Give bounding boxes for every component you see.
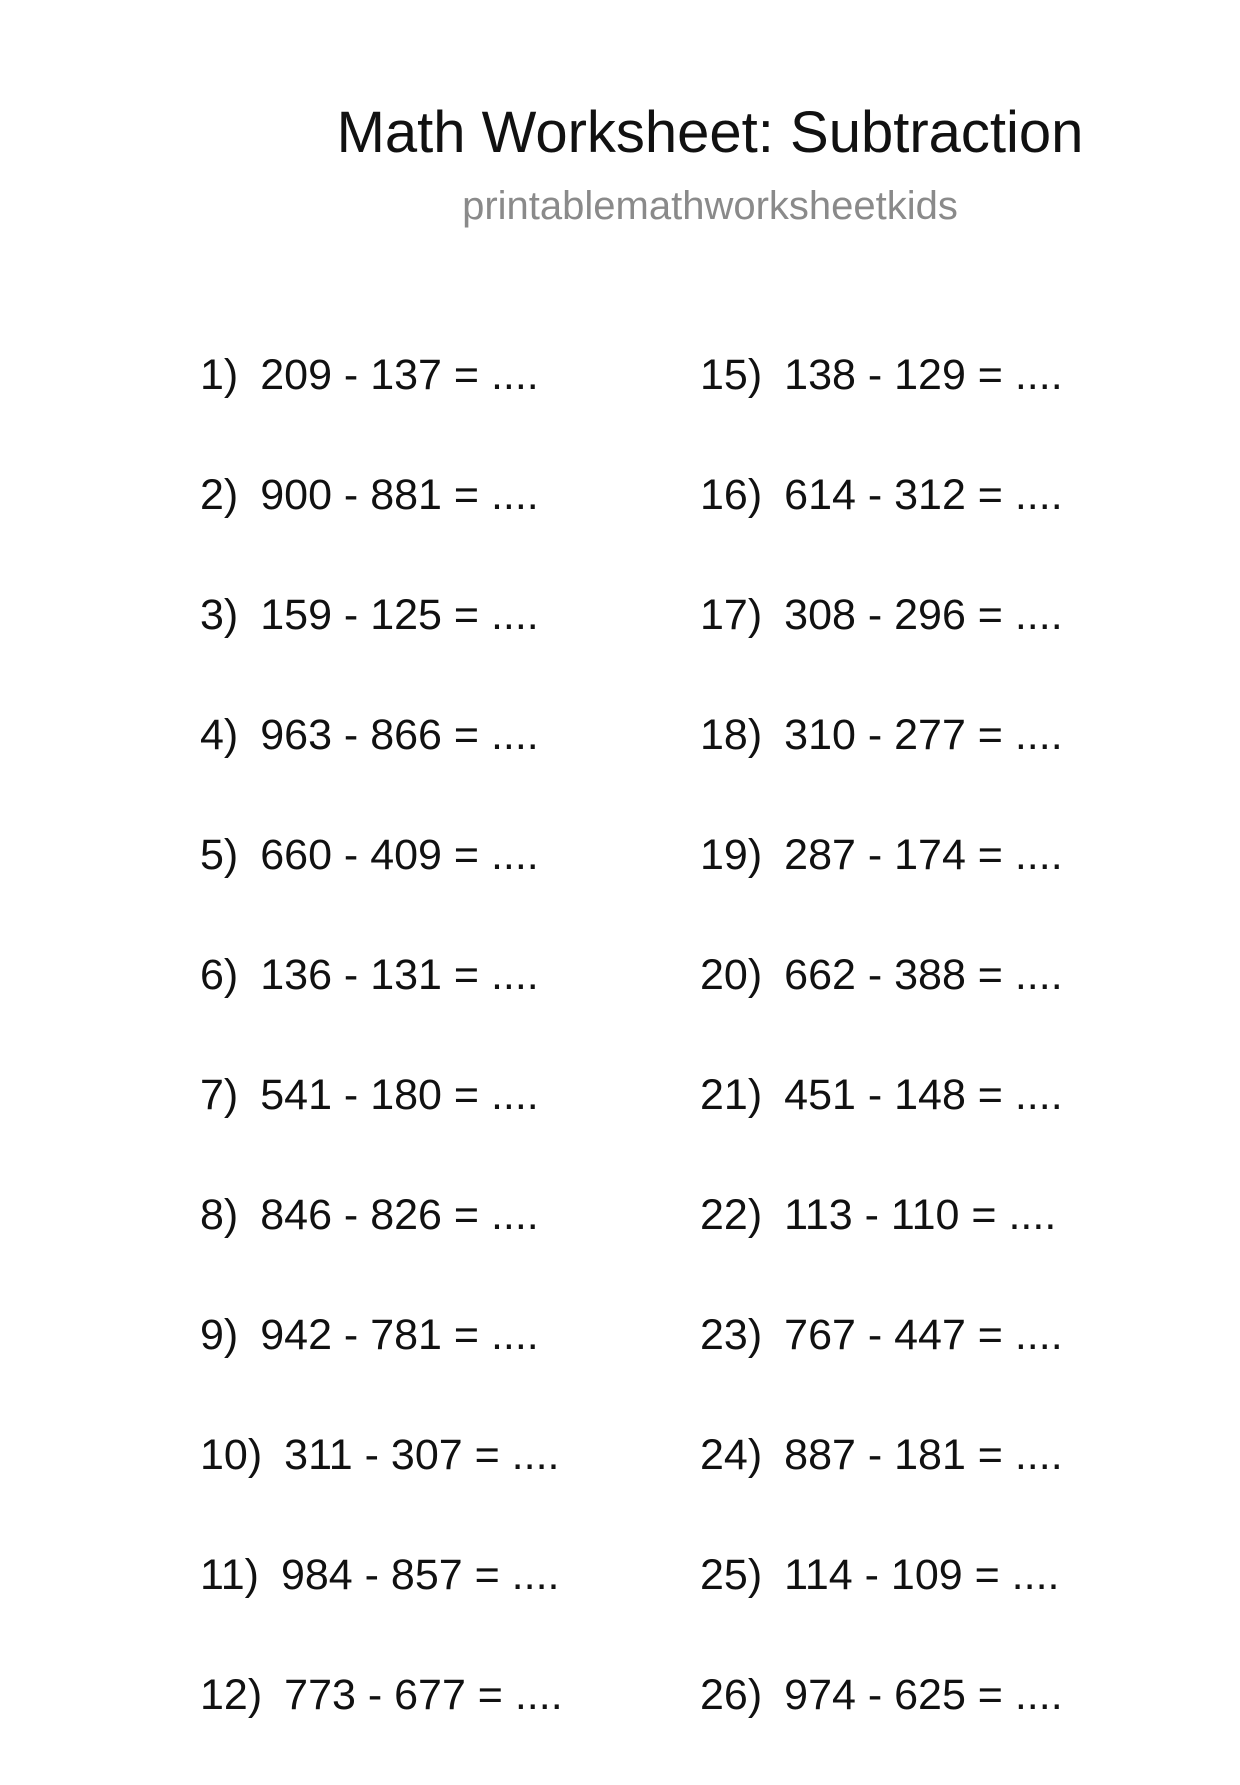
problem-number: 15) (700, 351, 763, 399)
problem-20 (700, 945, 1063, 1065)
problem-number: 11) (200, 1551, 259, 1599)
problem-column-right (700, 345, 1063, 1785)
problem-expression: 138 - 129 = .... (784, 351, 1063, 399)
problem-number: 10) (200, 1431, 263, 1479)
problem-expression: 114 - 109 = .... (784, 1551, 1060, 1599)
problem-expression: 541 - 180 = .... (260, 1071, 539, 1119)
problem-23 (700, 1305, 1063, 1425)
problem-expression: 942 - 781 = .... (260, 1311, 539, 1359)
problem-number: 20) (700, 951, 763, 999)
problem-number: 12) (200, 1671, 263, 1719)
problem-9 (200, 1305, 563, 1425)
problem-expression: 136 - 131 = .... (260, 951, 539, 999)
problem-expression: 311 - 307 = .... (284, 1431, 560, 1479)
problem-number: 24) (700, 1431, 763, 1479)
problem-number: 16) (700, 471, 763, 519)
problem-17 (700, 585, 1063, 705)
problem-column-left (200, 345, 563, 1785)
problem-7 (200, 1065, 563, 1185)
problem-number: 5) (200, 831, 239, 879)
problem-number: 4) (200, 711, 239, 759)
problem-19 (700, 825, 1063, 945)
problem-expression: 974 - 625 = .... (784, 1671, 1063, 1719)
problem-number: 25) (700, 1551, 763, 1599)
problem-5 (200, 825, 563, 945)
problem-expression: 308 - 296 = .... (784, 591, 1063, 639)
problem-number: 9) (200, 1311, 239, 1359)
problem-2 (200, 465, 563, 585)
problem-10 (200, 1425, 563, 1545)
problem-number: 8) (200, 1191, 239, 1239)
problem-12 (200, 1665, 563, 1785)
problem-expression: 984 - 857 = .... (280, 1551, 560, 1599)
problem-24 (700, 1425, 1063, 1545)
problem-expression: 767 - 447 = .... (784, 1311, 1063, 1359)
problem-number: 26) (700, 1671, 763, 1719)
problem-expression: 900 - 881 = .... (260, 471, 539, 519)
problem-expression: 614 - 312 = .... (784, 471, 1063, 519)
problem-21 (700, 1065, 1063, 1185)
problem-22 (700, 1185, 1063, 1305)
problem-number: 3) (200, 591, 239, 639)
problem-expression: 113 - 110 = .... (784, 1191, 1057, 1239)
problem-number: 23) (700, 1311, 763, 1359)
problem-number: 6) (200, 951, 239, 999)
problem-number: 18) (700, 711, 763, 759)
problem-11 (200, 1545, 563, 1665)
problem-18 (700, 705, 1063, 825)
problem-expression: 451 - 148 = .... (784, 1071, 1063, 1119)
problem-16 (700, 465, 1063, 585)
site-name: printablemathworksheetkids (462, 184, 958, 228)
problem-expression: 310 - 277 = .... (784, 711, 1063, 759)
problem-expression: 662 - 388 = .... (784, 951, 1063, 999)
problem-expression: 887 - 181 = .... (784, 1431, 1063, 1479)
problem-expression: 773 - 677 = .... (284, 1671, 563, 1719)
problem-1 (200, 345, 563, 465)
problem-number: 19) (700, 831, 763, 879)
problem-4 (200, 705, 563, 825)
problem-6 (200, 945, 563, 1065)
problem-25 (700, 1545, 1063, 1665)
worksheet-title: Math Worksheet: Subtraction (336, 100, 1084, 165)
problem-number: 1) (200, 351, 239, 399)
problem-number: 17) (700, 591, 763, 639)
problem-3 (200, 585, 563, 705)
problem-expression: 159 - 125 = .... (260, 591, 539, 639)
problem-26 (700, 1665, 1063, 1785)
problem-expression: 209 - 137 = .... (260, 351, 539, 399)
problem-expression: 660 - 409 = .... (260, 831, 539, 879)
problem-number: 2) (200, 471, 239, 519)
problem-8 (200, 1185, 563, 1305)
problem-expression: 963 - 866 = .... (260, 711, 539, 759)
problem-15 (700, 345, 1063, 465)
problem-number: 21) (700, 1071, 763, 1119)
problem-number: 22) (700, 1191, 763, 1239)
problem-number: 7) (200, 1071, 239, 1119)
problem-expression: 846 - 826 = .... (260, 1191, 539, 1239)
problem-expression: 287 - 174 = .... (784, 831, 1063, 879)
